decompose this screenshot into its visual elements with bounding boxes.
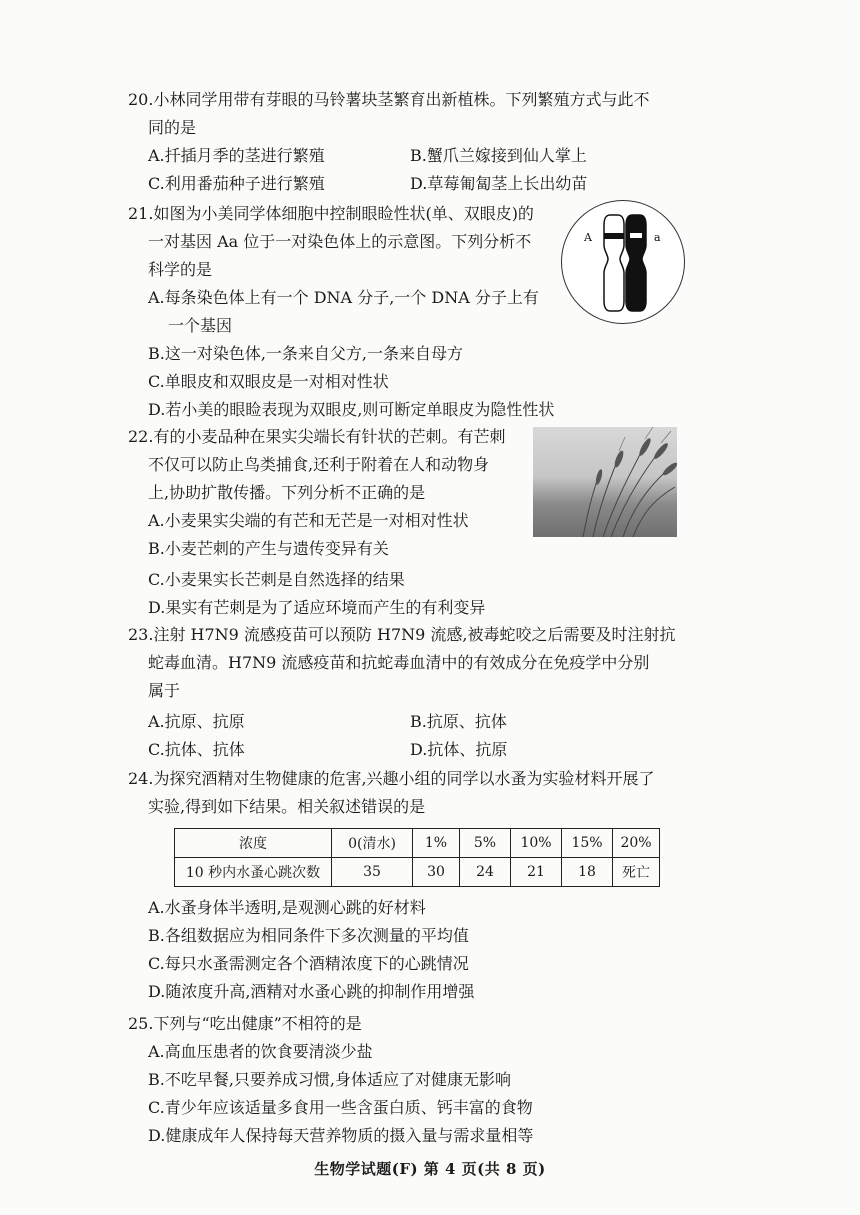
table-cell: 35 bbox=[332, 858, 413, 887]
table-cell: 24 bbox=[460, 858, 511, 887]
chromosome-white bbox=[604, 215, 624, 311]
table-cell: 死亡 bbox=[613, 858, 660, 887]
question-text: 22.有的小麦品种在果实尖端长有针状的芒刺。有芒刺 bbox=[128, 427, 506, 446]
gene-band-a bbox=[630, 233, 642, 238]
question-text: 21.如图为小美同学体细胞中控制眼睑性状(单、双眼皮)的 bbox=[128, 204, 534, 223]
option-d: D.果实有芒刺是为了适应环境而产生的有利变异 bbox=[148, 598, 486, 617]
question-text: 不仅可以防止鸟类捕食,还利于附着在人和动物身 bbox=[148, 455, 490, 474]
gene-band-A bbox=[604, 233, 624, 239]
question-text: 蛇毒血清。H7N9 流感疫苗和抗蛇毒血清中的有效成分在免疫学中分别 bbox=[148, 653, 650, 672]
question-text: 实验,得到如下结果。相关叙述错误的是 bbox=[148, 797, 426, 816]
option-b: B.这一对染色体,一条来自父方,一条来自母方 bbox=[148, 344, 464, 363]
heartbeat-table bbox=[174, 828, 660, 887]
table-cell: 30 bbox=[413, 858, 460, 887]
question-24-options bbox=[128, 894, 688, 1006]
question-text: 上,协助扩散传播。下列分析不正确的是 bbox=[148, 483, 426, 502]
chromosome-black bbox=[626, 215, 646, 311]
option-d: D.若小美的眼睑表现为双眼皮,则可断定单眼皮为隐性性状 bbox=[148, 400, 555, 419]
table-cell: 5% bbox=[460, 829, 511, 858]
option-b: B.不吃早餐,只要养成习惯,身体适应了对健康无影响 bbox=[148, 1070, 512, 1089]
question-text: 25.下列与“吃出健康”不相符的是 bbox=[128, 1014, 362, 1033]
wheat-illustration bbox=[533, 427, 677, 537]
option-a: A.水蚤身体半透明,是观测心跳的好材料 bbox=[148, 898, 426, 917]
option-a-continued: 一个基因 bbox=[168, 316, 233, 335]
question-24 bbox=[128, 765, 688, 821]
option-c: C.抗体、抗体 bbox=[148, 740, 245, 759]
option-c: C.小麦果实长芒刺是自然选择的结果 bbox=[148, 570, 405, 589]
question-text: 24.为探究酒精对生物健康的危害,兴趣小组的同学以水蚤为实验材料开展了 bbox=[128, 769, 655, 788]
table-cell: 21 bbox=[511, 858, 562, 887]
option-c: C.每只水蚤需测定各个酒精浓度下的心跳情况 bbox=[148, 954, 469, 973]
table-cell: 10 秒内水蚤心跳次数 bbox=[175, 858, 332, 887]
question-text: 同的是 bbox=[148, 118, 197, 137]
option-a: A.每条染色体上有一个 DNA 分子,一个 DNA 分子上有 bbox=[148, 288, 539, 307]
chromosome-pair-diagram bbox=[561, 200, 685, 324]
table-row bbox=[175, 858, 660, 887]
option-c: C.青少年应该适量多食用一些含蛋白质、钙丰富的食物 bbox=[148, 1098, 533, 1117]
option-a: A.扦插月季的茎进行繁殖 bbox=[148, 146, 325, 165]
option-c: C.单眼皮和双眼皮是一对相对性状 bbox=[148, 372, 389, 391]
question-20 bbox=[128, 86, 688, 198]
table-row bbox=[175, 829, 660, 858]
option-b: B.抗原、抗体 bbox=[410, 712, 507, 731]
table-cell: 10% bbox=[511, 829, 562, 858]
option-d: D.随浓度升高,酒精对水蚤心跳的抑制作用增强 bbox=[148, 982, 475, 1001]
option-b: B.蟹爪兰嫁接到仙人掌上 bbox=[410, 146, 587, 165]
option-a: A.抗原、抗原 bbox=[148, 712, 245, 731]
option-b: B.各组数据应为相同条件下多次测量的平均值 bbox=[148, 926, 469, 945]
table-cell: 1% bbox=[413, 829, 460, 858]
table-cell: 0(清水) bbox=[332, 829, 413, 858]
chromosome-svg bbox=[562, 201, 684, 323]
table-cell: 15% bbox=[562, 829, 613, 858]
question-25 bbox=[128, 1010, 688, 1150]
table-cell: 浓度 bbox=[175, 829, 332, 858]
table-cell: 20% bbox=[613, 829, 660, 858]
question-text: 20.小林同学用带有芽眼的马铃薯块茎繁育出新植株。下列繁殖方式与此不 bbox=[128, 90, 650, 109]
option-d: D.健康成年人保持每天营养物质的摄入量与需求量相等 bbox=[148, 1126, 534, 1145]
gene-label-A: A bbox=[584, 231, 592, 244]
gene-label-a: a bbox=[654, 231, 661, 244]
question-text: 一对基因 Aa 位于一对染色体上的示意图。下列分析不 bbox=[148, 232, 532, 251]
question-text: 科学的是 bbox=[148, 260, 213, 279]
option-a: A.高血压患者的饮食要清淡少盐 bbox=[148, 1042, 373, 1061]
option-d: D.草莓匍匐茎上长出幼苗 bbox=[410, 174, 588, 193]
wheat-photo bbox=[533, 427, 677, 537]
option-b: B.小麦芒刺的产生与遗传变异有关 bbox=[148, 539, 389, 558]
table-cell: 18 bbox=[562, 858, 613, 887]
option-d: D.抗体、抗原 bbox=[410, 740, 508, 759]
page-footer: 生物学试题(F) 第 4 页(共 8 页) bbox=[314, 1160, 546, 1178]
option-a: A.小麦果实尖端的有芒和无芒是一对相对性状 bbox=[148, 511, 469, 530]
question-text: 属于 bbox=[148, 681, 181, 700]
question-text: 23.注射 H7N9 流感疫苗可以预防 H7N9 流感,被毒蛇咬之后需要及时注射抗 bbox=[128, 625, 676, 644]
question-23 bbox=[128, 621, 688, 764]
option-c: C.利用番茄种子进行繁殖 bbox=[148, 174, 325, 193]
